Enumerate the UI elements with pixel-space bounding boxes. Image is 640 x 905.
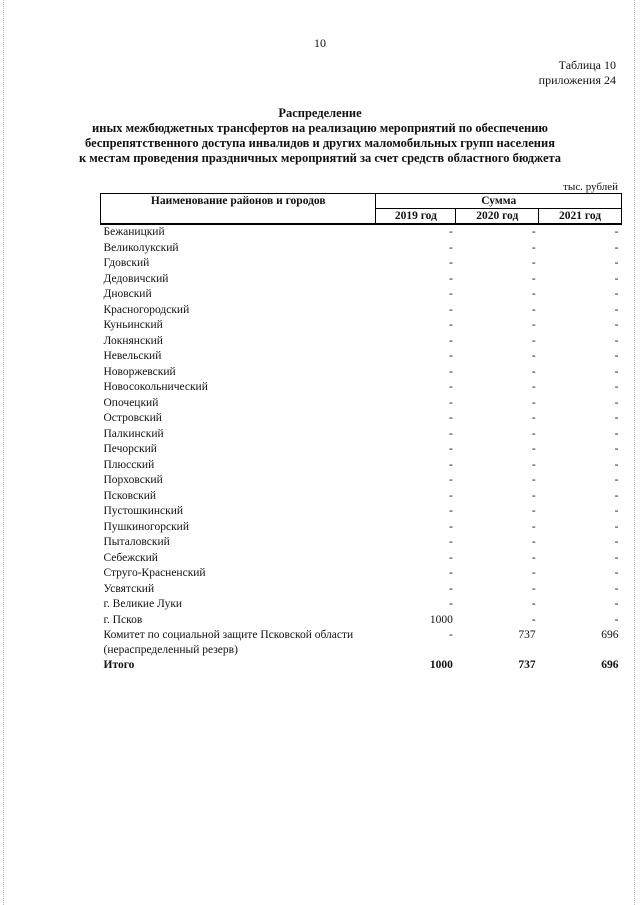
district-name: Пустошкинский	[103, 505, 184, 517]
amount-cell: -	[448, 272, 453, 285]
district-name: Гдовский	[103, 257, 150, 269]
total-amount: 1000	[429, 659, 453, 671]
district-name: Псковский	[103, 489, 157, 502]
table-row	[101, 241, 622, 257]
district-name: Куньинский	[103, 319, 163, 331]
table-row	[101, 582, 622, 598]
table-row	[101, 520, 622, 536]
district-name: Палкинский	[103, 427, 164, 440]
amount-cell: -	[614, 427, 619, 440]
district-name: Новоржевский	[103, 365, 176, 378]
table-row	[101, 489, 622, 505]
units-label: тыс. рублей	[563, 181, 618, 193]
amount-cell: -	[448, 257, 453, 269]
amount-cell: -	[531, 598, 536, 610]
amount-cell: -	[614, 334, 619, 347]
amount-cell: -	[614, 582, 619, 595]
title-line: Распределение	[278, 106, 362, 120]
amount-cell: -	[614, 551, 619, 564]
district-name: Усвятский	[103, 582, 155, 595]
district-name: г. Великие Луки	[103, 598, 183, 610]
title-line: иных межбюджетных трансфертов на реализацию мероприятий по обеспечению	[92, 121, 548, 135]
amount-cell: -	[448, 396, 453, 409]
amount-cell: -	[448, 567, 453, 579]
table-row	[101, 504, 622, 520]
amount-cell: -	[531, 381, 536, 393]
table-row	[101, 442, 622, 458]
district-name: Пушкиногорский	[103, 520, 189, 533]
district-name: Локнянский	[103, 334, 163, 347]
amount-cell: -	[448, 288, 453, 300]
amount-cell: -	[614, 303, 619, 316]
amount-cell: -	[531, 489, 536, 502]
table-row	[101, 224, 622, 241]
amount-cell: -	[614, 489, 619, 502]
district-name: Островский	[103, 412, 162, 424]
amount-cell: -	[448, 241, 453, 254]
table-row	[101, 411, 622, 427]
amount-cell: -	[614, 272, 619, 285]
amount-cell: -	[614, 288, 619, 300]
table-row	[101, 427, 622, 443]
table-row	[101, 256, 622, 272]
amount-cell: -	[531, 536, 536, 548]
amount-cell: -	[531, 567, 536, 579]
table-row	[101, 473, 622, 489]
district-name: Невельский	[103, 350, 162, 362]
amount-cell: -	[448, 458, 453, 471]
amount-cell: -	[614, 474, 619, 486]
amount-cell: -	[531, 443, 536, 455]
table-row	[101, 597, 622, 613]
total-amount: 696	[601, 659, 619, 671]
total-amount: 737	[518, 659, 536, 671]
amount-cell: -	[448, 520, 453, 533]
total-row	[101, 658, 622, 674]
page-number: 10	[314, 36, 326, 50]
amount-cell: -	[614, 567, 619, 579]
table-row	[101, 613, 622, 629]
distribution-table	[100, 193, 622, 674]
district-name: Печорский	[103, 443, 157, 455]
amount-cell: -	[376, 224, 456, 241]
amount-cell: -	[614, 381, 619, 393]
amount-cell: -	[448, 350, 453, 362]
amount-cell: -	[614, 257, 619, 269]
amount-cell: -	[448, 443, 453, 455]
amount-cell: -	[448, 505, 453, 517]
amount-cell: -	[448, 412, 453, 424]
amount-cell: -	[448, 303, 453, 316]
table-row	[101, 334, 622, 350]
table-row	[101, 628, 622, 658]
amount-cell: -	[614, 505, 619, 517]
amount-cell: -	[614, 241, 619, 254]
district-name: Комитет по социальной защите Псковской области (нераспределенный резерв)	[103, 629, 354, 656]
table-ref-line: приложения 24	[538, 73, 616, 87]
table-row	[101, 396, 622, 412]
district-name: Бежаницкий	[101, 224, 376, 241]
title-line: к местам проведения праздничных мероприятий за счет средств областного бюджета	[78, 151, 562, 165]
district-name: Дедовичский	[103, 272, 169, 285]
amount-cell: -	[531, 474, 536, 486]
district-name: Струго-Красненский	[103, 567, 206, 579]
scan-edge-left	[3, 0, 4, 905]
amount-cell: -	[448, 334, 453, 347]
scan-edge-right	[634, 0, 635, 905]
district-name: Порховский	[103, 474, 163, 486]
district-name: г. Псков	[103, 613, 143, 626]
amount-cell: -	[614, 520, 619, 533]
table-row	[101, 458, 622, 474]
header-year: 2021 год	[539, 209, 622, 225]
amount-cell: -	[614, 536, 619, 548]
amount-cell: -	[614, 598, 619, 610]
amount-cell: -	[614, 412, 619, 424]
amount-cell: -	[448, 427, 453, 440]
amount-cell: -	[531, 303, 536, 316]
district-name: Плюсский	[103, 458, 155, 471]
amount-cell: -	[531, 288, 536, 300]
table-row	[101, 318, 622, 334]
amount-cell: -	[448, 629, 453, 641]
table-row	[101, 287, 622, 303]
table-row	[101, 566, 622, 582]
amount-cell: -	[448, 365, 453, 378]
amount-cell: -	[531, 505, 536, 517]
table-row	[101, 380, 622, 396]
header-year: 2020 год	[456, 209, 539, 225]
amount-cell: -	[614, 319, 619, 331]
district-name: Красногородский	[103, 303, 190, 316]
amount-cell: -	[614, 613, 619, 626]
amount-cell: -	[448, 489, 453, 502]
amount-cell: -	[614, 458, 619, 471]
district-name: Опочецкий	[103, 396, 159, 409]
amount-cell: -	[531, 412, 536, 424]
amount-cell: -	[448, 598, 453, 610]
amount-cell: -	[448, 582, 453, 595]
amount-cell: -	[531, 272, 536, 285]
amount-cell: 737	[518, 629, 536, 641]
amount-cell: -	[531, 350, 536, 362]
district-name: Новосокольнический	[103, 381, 208, 393]
amount-cell: -	[448, 536, 453, 548]
amount-cell: -	[531, 551, 536, 564]
amount-cell: -	[531, 257, 536, 269]
amount-cell: -	[531, 613, 536, 626]
amount-cell: -	[448, 551, 453, 564]
amount-cell: -	[531, 319, 536, 331]
amount-cell: -	[614, 396, 619, 409]
table-row	[101, 303, 622, 319]
amount-cell: -	[614, 350, 619, 362]
table-row	[101, 272, 622, 288]
amount-cell: -	[539, 224, 622, 241]
district-name: Дновский	[103, 288, 152, 300]
table-row	[101, 349, 622, 365]
district-name: Себежский	[103, 551, 158, 564]
district-name: Пыталовский	[103, 536, 170, 548]
table-row	[101, 535, 622, 551]
amount-cell: -	[531, 396, 536, 409]
table-ref-line: Таблица 10	[558, 58, 616, 72]
amount-cell: -	[531, 365, 536, 378]
amount-cell: -	[614, 443, 619, 455]
amount-cell: -	[531, 334, 536, 347]
header-year: 2019 год	[376, 209, 456, 225]
amount-cell: -	[531, 241, 536, 254]
amount-cell: 696	[601, 629, 619, 641]
table-reference	[539, 58, 616, 88]
document-title	[60, 106, 580, 166]
amount-cell: -	[531, 520, 536, 533]
amount-cell: -	[614, 365, 619, 378]
amount-cell: -	[448, 319, 453, 331]
amount-cell: -	[531, 458, 536, 471]
header-sum: Сумма	[376, 194, 622, 209]
amount-cell: -	[531, 427, 536, 440]
amount-cell: 1000	[429, 613, 453, 626]
total-label: Итого	[103, 659, 135, 671]
amount-cell: -	[448, 381, 453, 393]
district-name: Великолукский	[103, 241, 179, 254]
amount-cell: -	[456, 224, 539, 241]
table-row	[101, 365, 622, 381]
amount-cell: -	[448, 474, 453, 486]
table-row	[101, 551, 622, 567]
header-name: Наименование районов и городов	[101, 194, 376, 225]
title-line: беспрепятственного доступа инвалидов и других маломобильных групп населения	[85, 136, 555, 150]
amount-cell: -	[531, 582, 536, 595]
